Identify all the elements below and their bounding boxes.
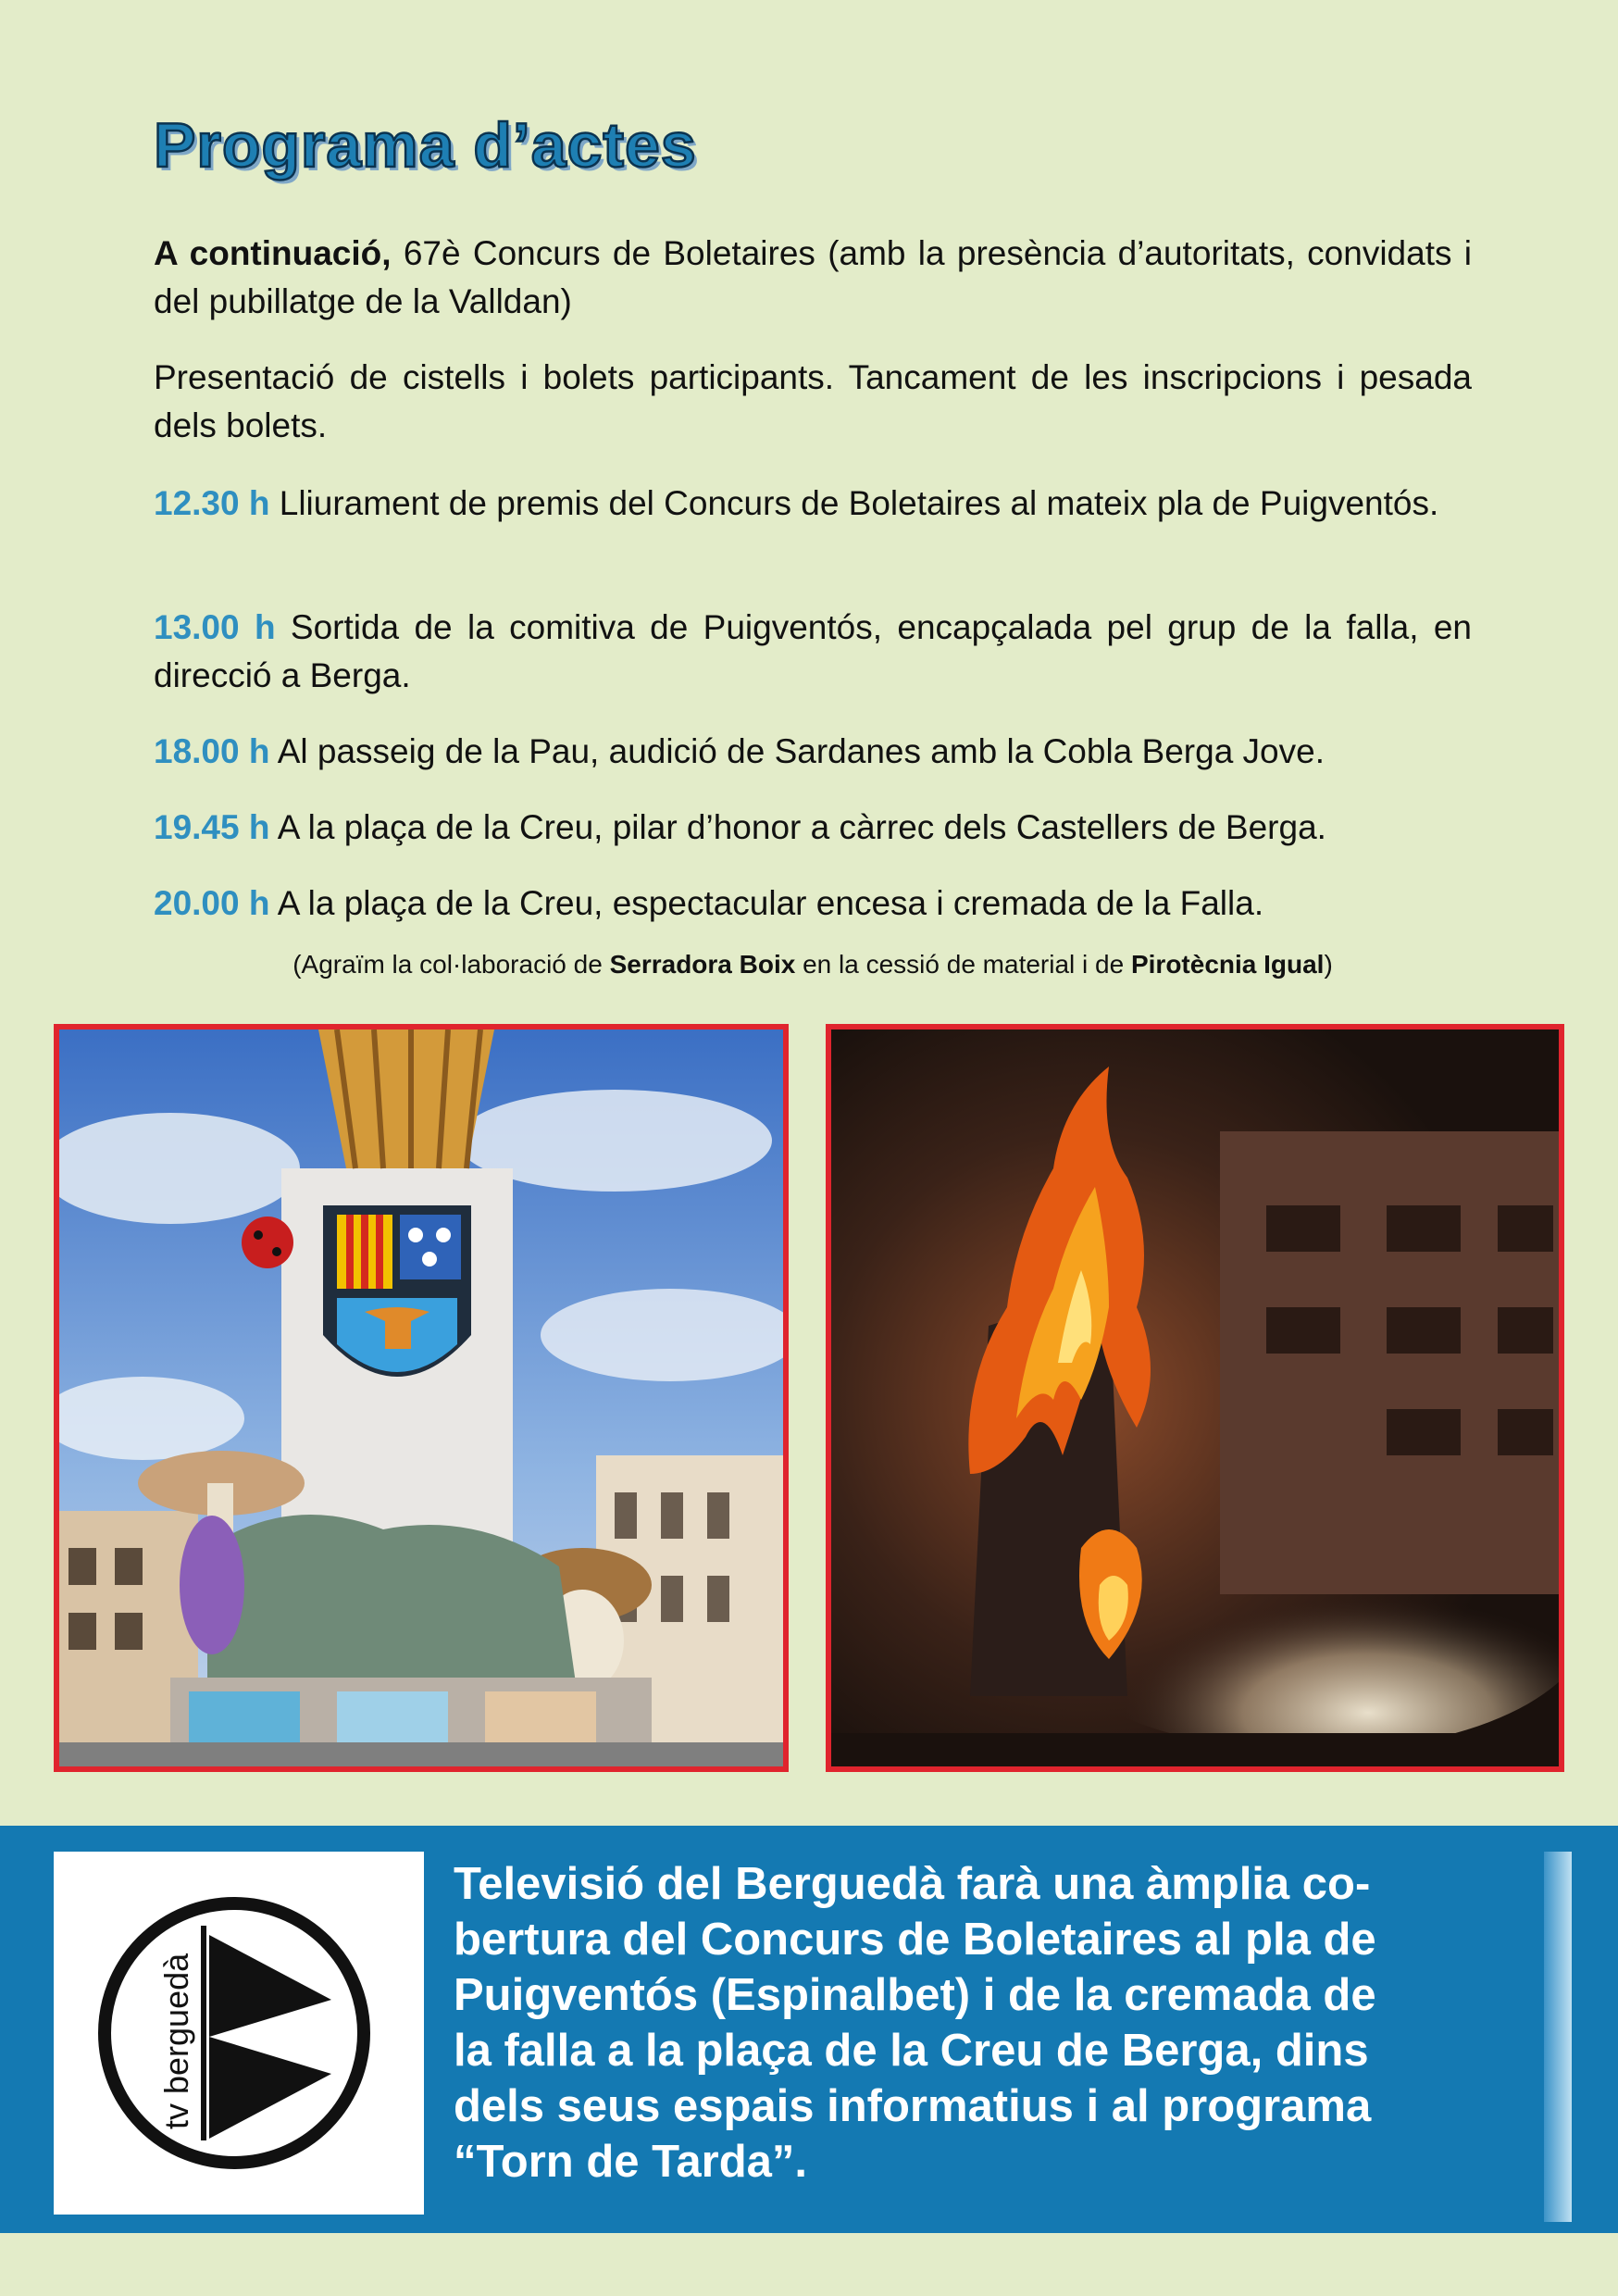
announcement-line: dels seus espais informatius i al programa xyxy=(454,2081,1372,2131)
schedule-time: 19.45 h xyxy=(154,808,270,846)
announcement-line: Televisió del Berguedà farà una àmplia co- xyxy=(454,1859,1371,1909)
schedule-text: A la plaça de la Creu, espectacular encesa i cremada de la Falla. xyxy=(269,884,1264,922)
announcement-line: bertura del Concurs de Boletaires al pla de xyxy=(454,1915,1376,1965)
presentation-paragraph: Presentació de cistells i bolets participants. Tancament de les inscripcions i pesada dels bolets. xyxy=(154,358,1472,444)
schedule-text: A la plaça de la Creu, pilar d’honor a càrrec dels Castellers de Berga. xyxy=(269,808,1326,846)
announcement-line: la falla a la plaça de la Creu de Berga, dins xyxy=(454,2026,1369,2076)
logo-text: tv berguedà xyxy=(157,1953,195,2129)
credit-sponsor-1: Serradora Boix xyxy=(609,950,796,979)
page-title: Programa d’actes xyxy=(154,110,697,181)
schedule-text: Lliurament de premis del Concurs de Boletaires al mateix pla de Puigventós. xyxy=(269,484,1439,522)
announcement-text xyxy=(454,1856,1518,2190)
credit-prefix: (Agraïm la col·laboració de xyxy=(292,950,610,979)
intro-paragraph xyxy=(154,230,1472,326)
burning-falla-photo xyxy=(826,1024,1564,1772)
play-icon xyxy=(54,1852,424,2215)
schedule-text: Al passeig de la Pau, audició de Sardanes amb la Cobla Berga Jove. xyxy=(269,732,1325,770)
announcement-line: “Torn de Tarda”. xyxy=(454,2137,808,2187)
schedule-text: Sortida de la comitiva de Puigventós, encapçalada pel grup de la falla, en direcció a Berga. xyxy=(154,608,1472,694)
schedule-item xyxy=(154,604,1472,700)
schedule-item xyxy=(154,804,1472,852)
schedule-time: 20.00 h xyxy=(154,884,270,922)
tv-bergueda-logo xyxy=(54,1852,424,2215)
schedule-time: 13.00 h xyxy=(154,608,276,646)
credit-middle: en la cessió de material i de xyxy=(795,950,1131,979)
falla-monument-photo xyxy=(54,1024,789,1772)
falla-monument-illustration xyxy=(59,1029,783,1766)
credit-suffix: ) xyxy=(1324,950,1333,979)
credit-note xyxy=(154,948,1472,981)
intro-text: 67è Concurs de Boletaires (amb la presència d’autoritats, convidats i del pubillatge de la Valldan) xyxy=(154,234,1472,320)
burning-falla-illustration xyxy=(831,1029,1559,1766)
schedule-item xyxy=(154,728,1472,776)
schedule-time: 18.00 h xyxy=(154,732,270,770)
schedule-item xyxy=(154,480,1472,528)
schedule-item xyxy=(154,880,1472,928)
announcement-line: Puigventós (Espinalbet) i de la cremada de xyxy=(454,1970,1376,2020)
band-edge-decoration xyxy=(1544,1852,1572,2222)
credit-sponsor-2: Pirotècnia Igual xyxy=(1130,950,1325,979)
schedule-time: 12.30 h xyxy=(154,484,270,522)
intro-lead: A continuació, xyxy=(154,234,392,272)
